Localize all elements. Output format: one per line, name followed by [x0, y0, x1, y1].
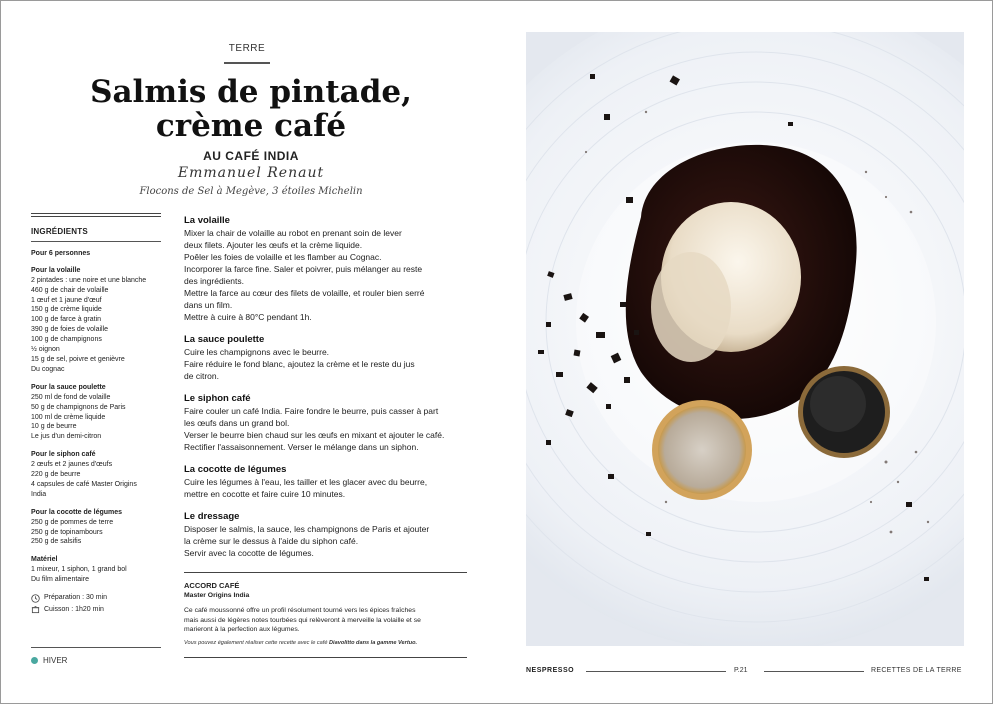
step-title: La sauce poulette: [184, 334, 265, 345]
ingredient-group: [31, 508, 161, 548]
step-text: dans un film.: [184, 300, 233, 310]
ingredients-bottom-rule: [31, 647, 161, 648]
title-line-1: Salmis de pintade,: [90, 74, 412, 110]
step-text: Mixer la chair de volaille au robot en prenant soin de lever: [184, 228, 402, 238]
step-title: Le dressage: [184, 511, 240, 522]
title-line-2: crème café: [155, 108, 347, 144]
ingredient-item: Du film alimentaire: [31, 576, 89, 584]
recipe-title: [41, 75, 461, 143]
accord-top-rule: [184, 572, 467, 573]
coffee-pairing: [184, 581, 467, 648]
footer-section: RECETTES DE LA TERRE: [871, 667, 962, 674]
ingredients-top-rule: [31, 213, 161, 217]
pairing-coffee: Master Origins India: [184, 591, 250, 599]
footer-brand: NESPRESSO: [526, 667, 575, 674]
chef-credit: Flocons de Sel à Megève, 3 étoiles Michelin: [139, 186, 363, 197]
ingredient-item: 460 g de chair de volaille: [31, 286, 109, 294]
category-label: TERRE: [228, 43, 266, 54]
pairing-note-text: Vous pouvez également réaliser cette recette avec le café: [184, 639, 328, 646]
clock-icon: [31, 594, 40, 603]
ingredients-heading-rule: [31, 241, 161, 242]
pot-icon: [31, 605, 40, 614]
dish-photo: [526, 32, 964, 646]
prep-time: [31, 593, 161, 603]
step-text: Mettre à cuire à 80°C pendant 1h.: [184, 312, 312, 322]
servings: Pour 6 personnes: [31, 249, 91, 257]
step-text: Mettre la farce au cœur des filets de volaille, et rouler bien serré: [184, 288, 425, 298]
ingredient-item: 100 g de farce à gratin: [31, 316, 102, 324]
pairing-title: ACCORD CAFÉ: [184, 581, 240, 590]
ingredient-item: 220 g de beurre: [31, 471, 81, 479]
pairing-note: [184, 639, 467, 649]
ingredient-item: 2 œufs et 2 jaunes d'œufs: [31, 461, 113, 469]
step-text: Poêler les foies de volaille et les flamber au Cognac.: [184, 252, 382, 262]
recipe-step: [184, 464, 474, 500]
ingredient-group-title: Matériel: [31, 556, 58, 564]
step-text: Faire réduire le fond blanc, ajoutez la crème et le reste du jus: [184, 359, 415, 369]
ingredient-group: [31, 383, 161, 442]
ingredient-item: 1 œuf et 1 jaune d'œuf: [31, 296, 102, 304]
ingredient-item: 2 pintades : une noire et une blanche: [31, 276, 147, 284]
cook-time: [31, 605, 161, 615]
step-text: de citron.: [184, 371, 219, 381]
step-text: Servir avec la cocotte de légumes.: [184, 548, 314, 558]
ingredient-group-title: Pour la sauce poulette: [31, 383, 106, 391]
ingredient-item: 390 g de foies de volaille: [31, 326, 109, 334]
recipe-subtitle: AU CAFÉ INDIA: [203, 149, 299, 163]
ingredient-group-title: Pour la volaille: [31, 266, 81, 274]
step-text: Incorporer la farce fine. Saler et poivrer, puis mélanger au reste: [184, 264, 423, 274]
ingredient-item: 50 g de champignons de Paris: [31, 403, 126, 411]
step-text: Faire couler un café India. Faire fondre le beurre, puis casser à part: [184, 406, 439, 416]
ingredient-group: [31, 450, 161, 500]
ingredient-groups: [31, 266, 161, 585]
step-title: Le siphon café: [184, 393, 251, 404]
ingredient-item: 250 g de pommes de terre: [31, 518, 114, 526]
ingredient-item: 150 g de crème liquide: [31, 306, 102, 314]
ingredients-panel: [31, 227, 161, 615]
ingredient-item: 250 ml de fond de volaille: [31, 393, 111, 401]
ingredient-item: 15 g de sel, poivre et genièvre: [31, 355, 125, 363]
ingredient-item: 10 g de beurre: [31, 423, 77, 431]
step-title: La cocotte de légumes: [184, 464, 287, 475]
pairing-line: Ce café moussonné offre un profil résolument tourné vers les épices fraîches: [184, 607, 416, 614]
step-text: la crème sur le dessus à l'aide du siphon café.: [184, 536, 359, 546]
ingredient-item: India: [31, 490, 47, 498]
pairing-line: mais aussi de légères notes tourbées qui relèveront à merveille la volaille et se: [184, 616, 421, 624]
chef-signature: Emmanuel Renaut: [177, 165, 325, 181]
ingredient-group-title: Pour la cocotte de légumes: [31, 508, 123, 516]
ingredient-item: 100 g de champignons: [31, 336, 102, 344]
step-text: Cuire les légumes à l'eau, les tailler et les glacer avec du beurre,: [184, 477, 428, 487]
recipe-step: [184, 393, 474, 453]
ingredient-item: 100 ml de crème liquide: [31, 413, 106, 421]
recipe-step: [184, 334, 474, 382]
category-underline: [224, 62, 270, 64]
step-text: des ingrédients.: [184, 276, 245, 286]
ingredient-item: Du cognac: [31, 365, 65, 373]
ingredient-group-title: Pour le siphon café: [31, 451, 96, 459]
step-text: Verser le beurre bien chaud sur les œufs en mixant et ajouter le café.: [184, 430, 445, 440]
step-text: Cuire les champignons avec le beurre.: [184, 347, 330, 357]
pairing-line: marieront à la perfection aux légumes.: [184, 626, 300, 633]
ingredient-item: 250 g de topinambours: [31, 528, 103, 536]
recipe-steps: [184, 215, 474, 570]
recipe-step: [184, 511, 474, 559]
ingredients-heading: INGRÉDIENTS: [31, 227, 88, 236]
page-number: P.21: [734, 667, 748, 674]
plated-dish-illustration: [526, 32, 964, 646]
ingredient-item: ½ oignon: [31, 346, 60, 354]
step-title: La volaille: [184, 215, 230, 226]
season-tag: [31, 656, 67, 665]
step-text: deux filets. Ajouter les œufs et la crème liquide.: [184, 240, 363, 250]
cook-time-label: Cuisson : 1h20 min: [44, 606, 104, 613]
step-text: Disposer le salmis, la sauce, les champignons de Paris et ajouter: [184, 524, 430, 534]
ingredient-group: [31, 555, 161, 585]
ingredient-item: 250 g de salsifis: [31, 538, 82, 546]
pairing-note-bold: Diavolitto dans la gamme Vertuo.: [329, 639, 418, 646]
recipe-step: [184, 215, 474, 323]
ingredient-item: Le jus d'un demi-citron: [31, 433, 102, 441]
footer-rule-right: [764, 671, 864, 672]
prep-time-label: Préparation : 30 min: [44, 594, 108, 602]
season-label: HIVER: [43, 656, 68, 665]
step-text: Rectifier l'assaisonnement. Verser le mélange dans un siphon.: [184, 442, 419, 452]
footer-rule-left: [586, 671, 726, 672]
pairing-description: [184, 606, 467, 635]
ingredient-item: 4 capsules de café Master Origins: [31, 480, 137, 488]
ingredient-item: 1 mixeur, 1 siphon, 1 grand bol: [31, 566, 127, 574]
step-text: les œufs dans un grand bol.: [184, 418, 290, 428]
step-text: mettre en cocotte et faire cuire 10 minutes.: [184, 489, 346, 499]
ingredient-group: [31, 266, 161, 375]
accord-bottom-rule: [184, 657, 467, 658]
season-dot-icon: [31, 657, 38, 664]
